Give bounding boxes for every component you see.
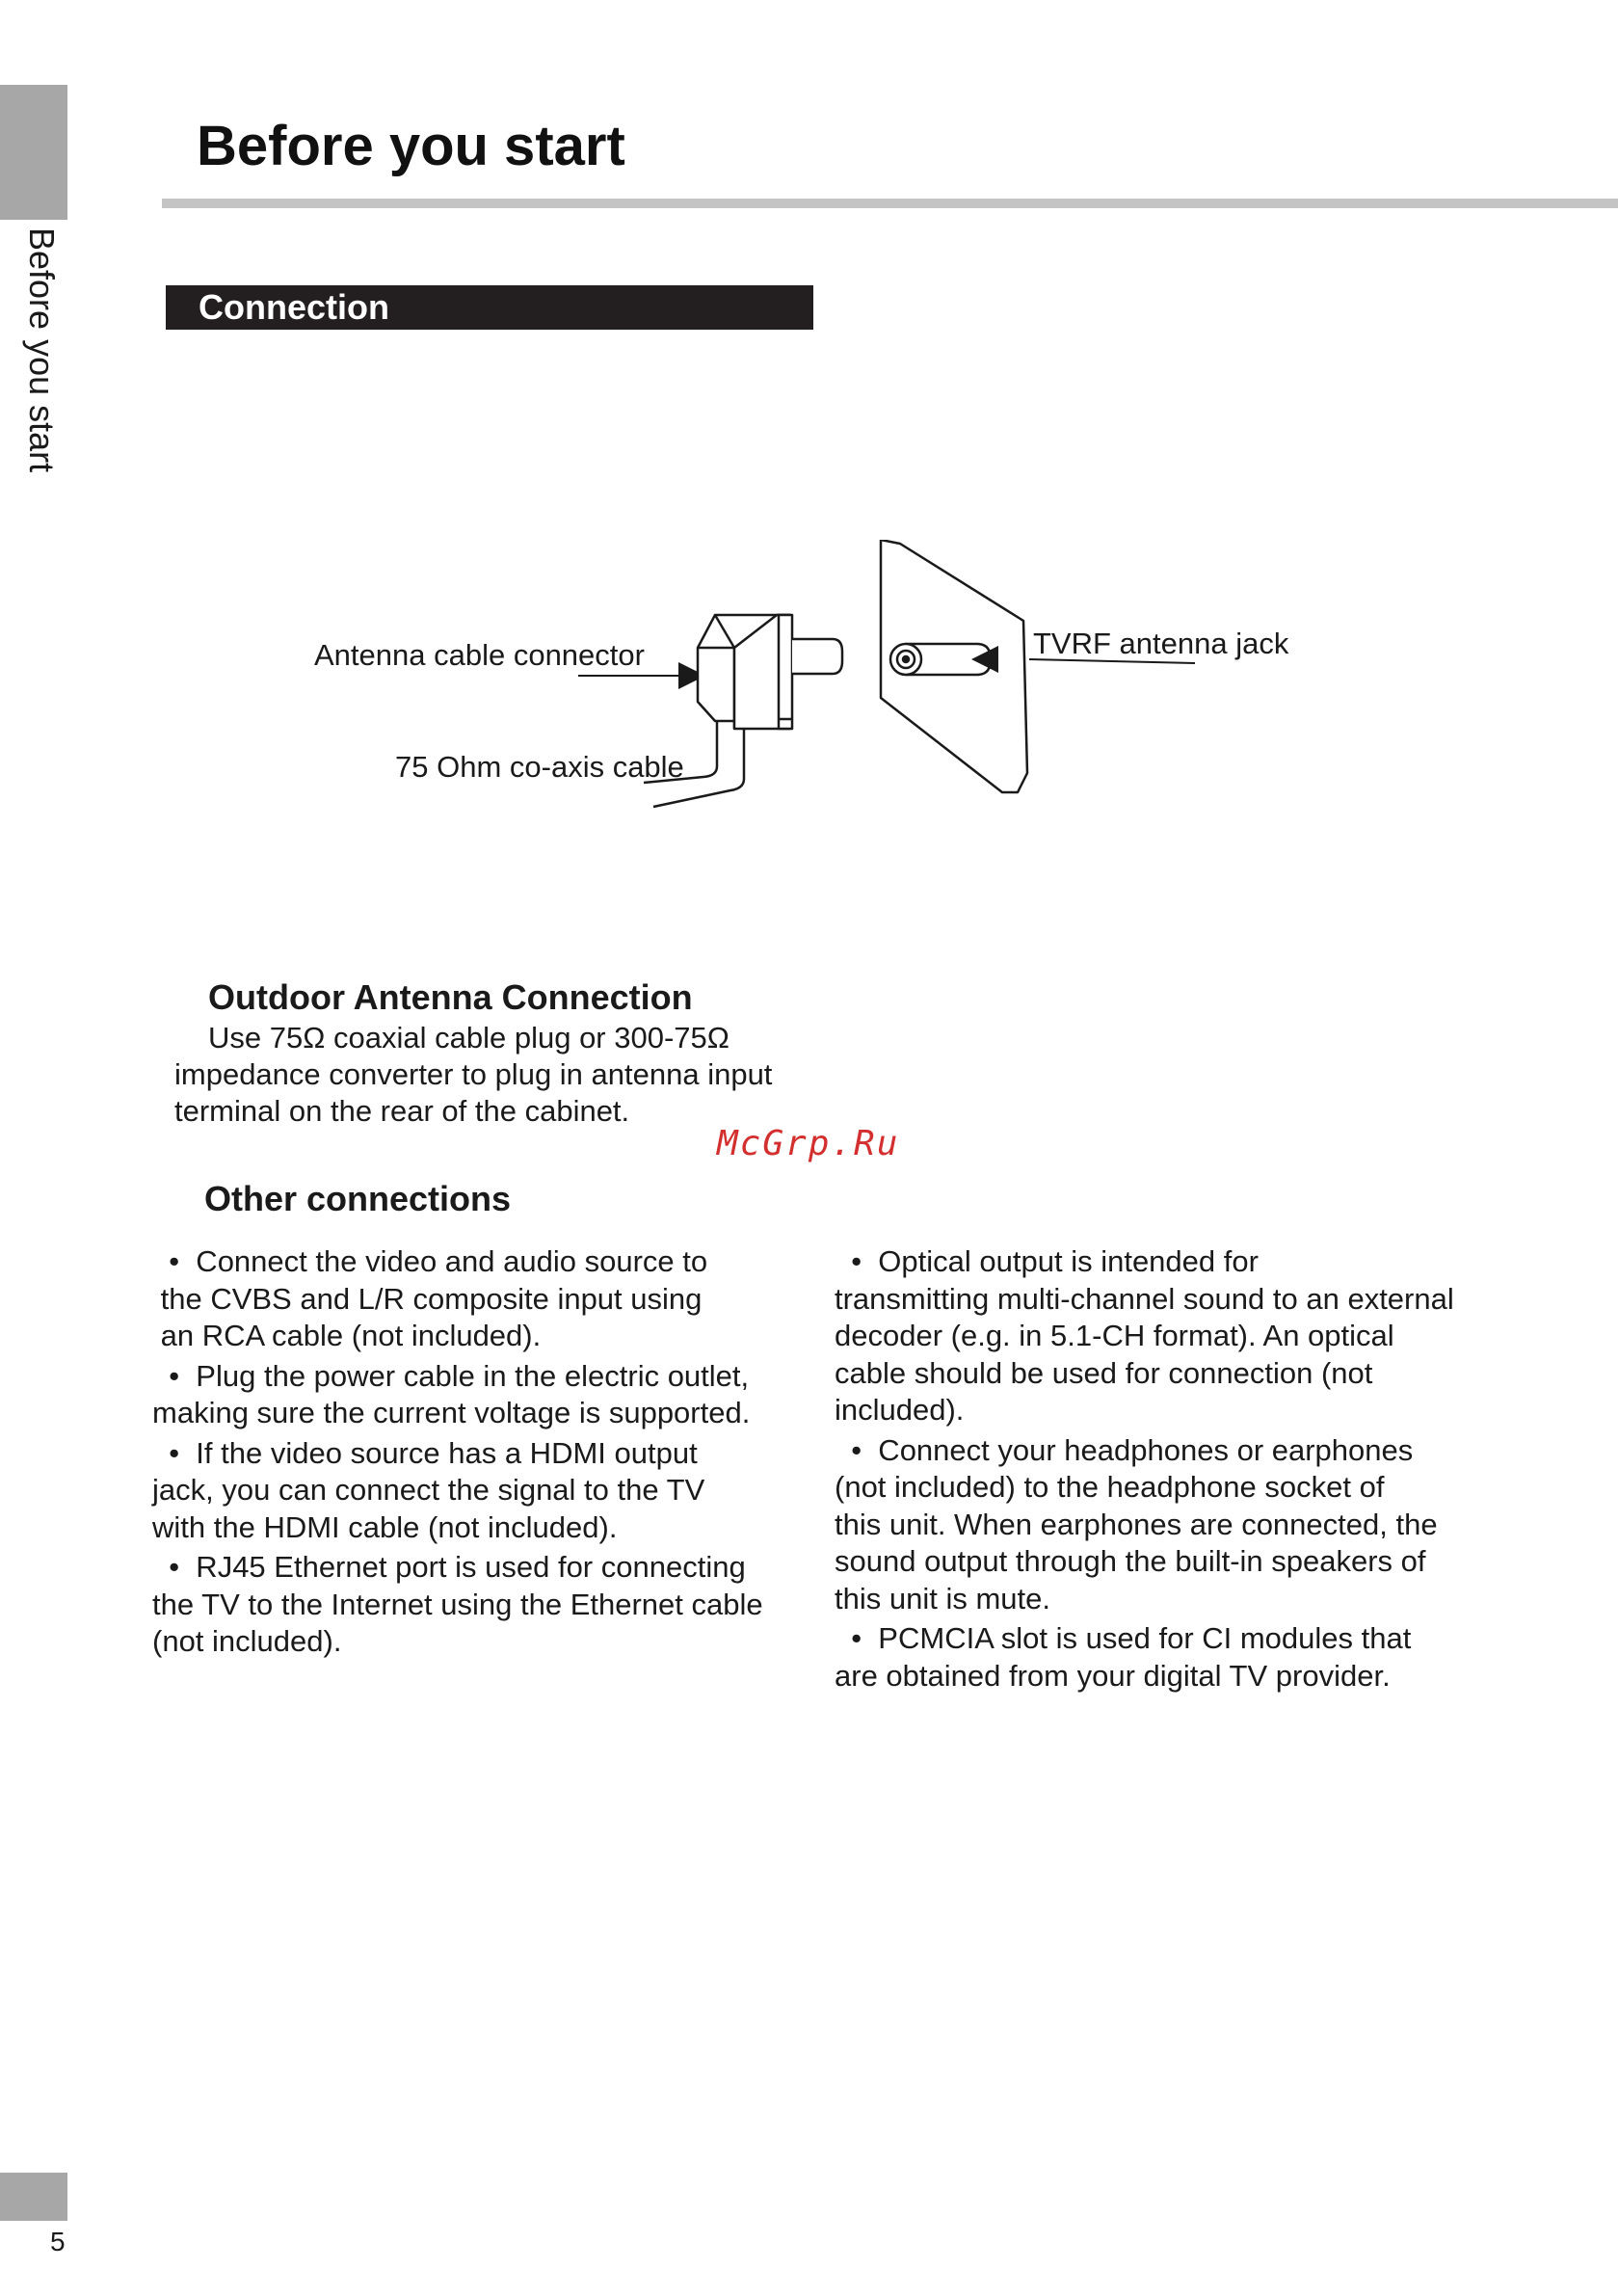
list-item: • If the video source has a HDMI output jack, you can connect the signal to the TV with the HDMI cable (not included). — [152, 1435, 705, 1544]
label-tvrf-antenna-jack: TVRF antenna jack — [1033, 627, 1289, 660]
antenna-connection-diagram — [289, 540, 1349, 829]
page-number: 5 — [50, 2227, 66, 2256]
heading-other-connections: Other connections — [204, 1179, 512, 1218]
footer-tab-marker — [0, 2173, 67, 2221]
section-title-connection: Connection — [166, 285, 813, 330]
list-item: • Plug the power cable in the electric outlet, making sure the current voltage is supported. — [152, 1358, 751, 1429]
list-item: • RJ45 Ethernet port is used for connecting the TV to the Internet using the Ethernet cable (not included). — [152, 1550, 763, 1658]
watermark: McGrp.Ru — [717, 1124, 900, 1163]
other-connections-right-list — [835, 1243, 1454, 1697]
page-title: Before you start — [197, 115, 625, 177]
antenna-plug-icon — [698, 615, 842, 729]
list-item: • Connect the video and audio source to the CVBS and L/R composite input using an RCA cable (not included). — [160, 1244, 708, 1352]
label-coaxis-cable: 75 Ohm co-axis cable — [395, 750, 684, 784]
title-divider — [162, 199, 1618, 208]
list-item: • Optical output is intended for transmitting multi-channel sound to an external decoder (e.g. in 5.1-CH format). An optical cable should be used for connection (not included). — [835, 1244, 1454, 1427]
outdoor-text-line-2: impedance converter to plug in antenna input — [174, 1057, 773, 1091]
outdoor-text-line-1: Use 75Ω coaxial cable plug or 300-75Ω — [208, 1021, 729, 1055]
other-connections-left-list — [152, 1243, 763, 1664]
heading-outdoor-antenna: Outdoor Antenna Connection — [208, 977, 693, 1017]
outdoor-text-line-3: terminal on the rear of the cabinet. — [174, 1094, 630, 1128]
side-tab-marker — [0, 85, 67, 220]
list-item: • Connect your headphones or earphones (not included) to the headphone socket of this unit. When earphones are connected, the sound output through the built-in speakers of this unit is mute. — [835, 1432, 1438, 1615]
label-antenna-cable-connector: Antenna cable connector — [314, 638, 645, 672]
side-tab-label: Before you start — [22, 227, 62, 473]
list-item: • PCMCIA slot is used for CI modules that are obtained from your digital TV provider. — [835, 1621, 1412, 1693]
